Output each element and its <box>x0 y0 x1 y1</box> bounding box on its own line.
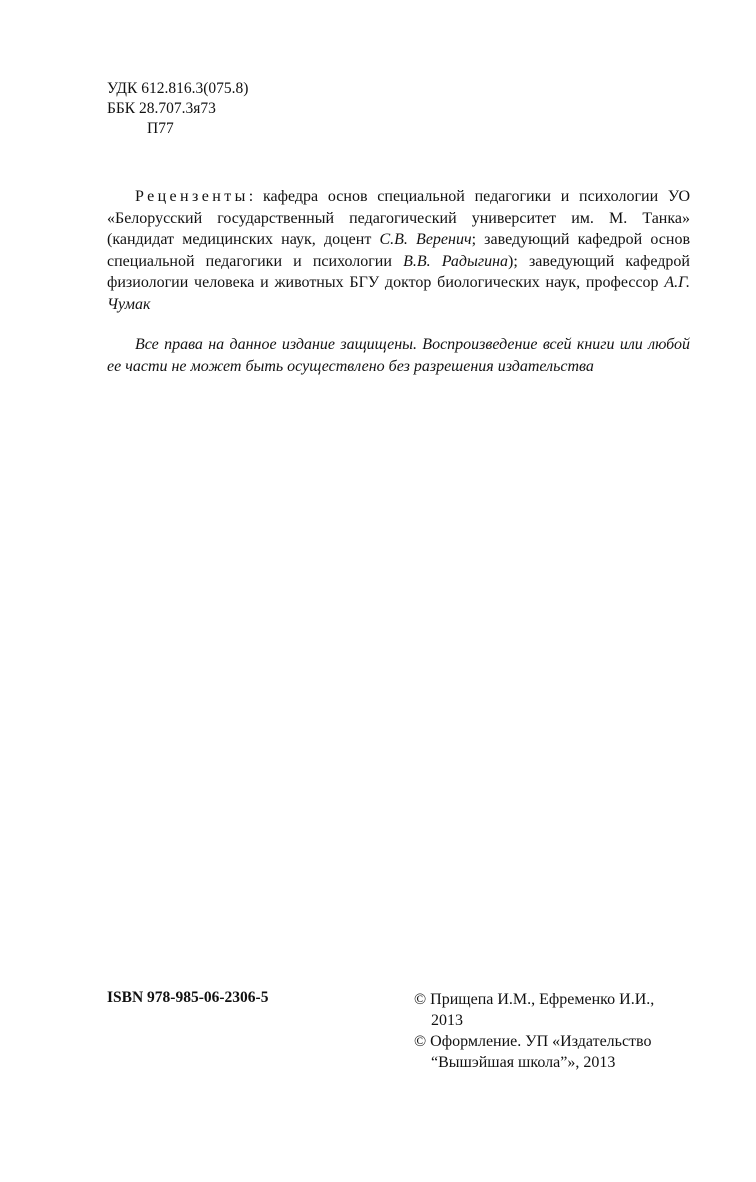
copyright-publisher: “Вышэйшая школа”», 2013 <box>431 1054 616 1071</box>
reviewers-text-1: : кафедра основ специальной педагогики и психологии УО «Белорусский государственный педагогический университет им. М. Танка» (кандидат медицинских наук, доцент <box>107 188 690 248</box>
author-mark: П77 <box>147 120 174 137</box>
copyright-authors: © Прищепа И.М., Ефременко И.И., <box>414 991 655 1008</box>
classification-block <box>107 79 248 139</box>
reviewer-name-3: А.Г. Чумак <box>107 274 690 313</box>
reviewers-label: Рецензенты <box>135 188 249 205</box>
reviewer-name-2: В.В. Радыгина <box>403 252 509 270</box>
copyright-block <box>414 989 654 1073</box>
reviewer-name-1: С.В. Веренич <box>379 231 472 248</box>
reviewers-text-2: ; заведующий кафедрой основ специальной педагогики и психологии <box>107 231 690 270</box>
copyright-authors-year: 2013 <box>431 1012 463 1029</box>
reviewers-paragraph <box>107 186 690 315</box>
udk-code: УДК 612.816.3(075.8) <box>107 80 249 97</box>
rights-notice: Все права на данное издание защищены. Воспроизведение всей книги или любой ее части не может быть осуществлено без разрешения издательства <box>107 336 690 375</box>
copyright-design: © Оформление. УП «Издательство <box>414 1033 652 1050</box>
bbk-code: ББК 28.707.3я73 <box>107 100 216 117</box>
reviewers-text-3: ); заведующий кафедрой физиологии человека и животных БГУ доктор биологических наук, профессор <box>107 252 690 291</box>
isbn-number: ISBN 978-985-06-2306-5 <box>107 989 269 1006</box>
